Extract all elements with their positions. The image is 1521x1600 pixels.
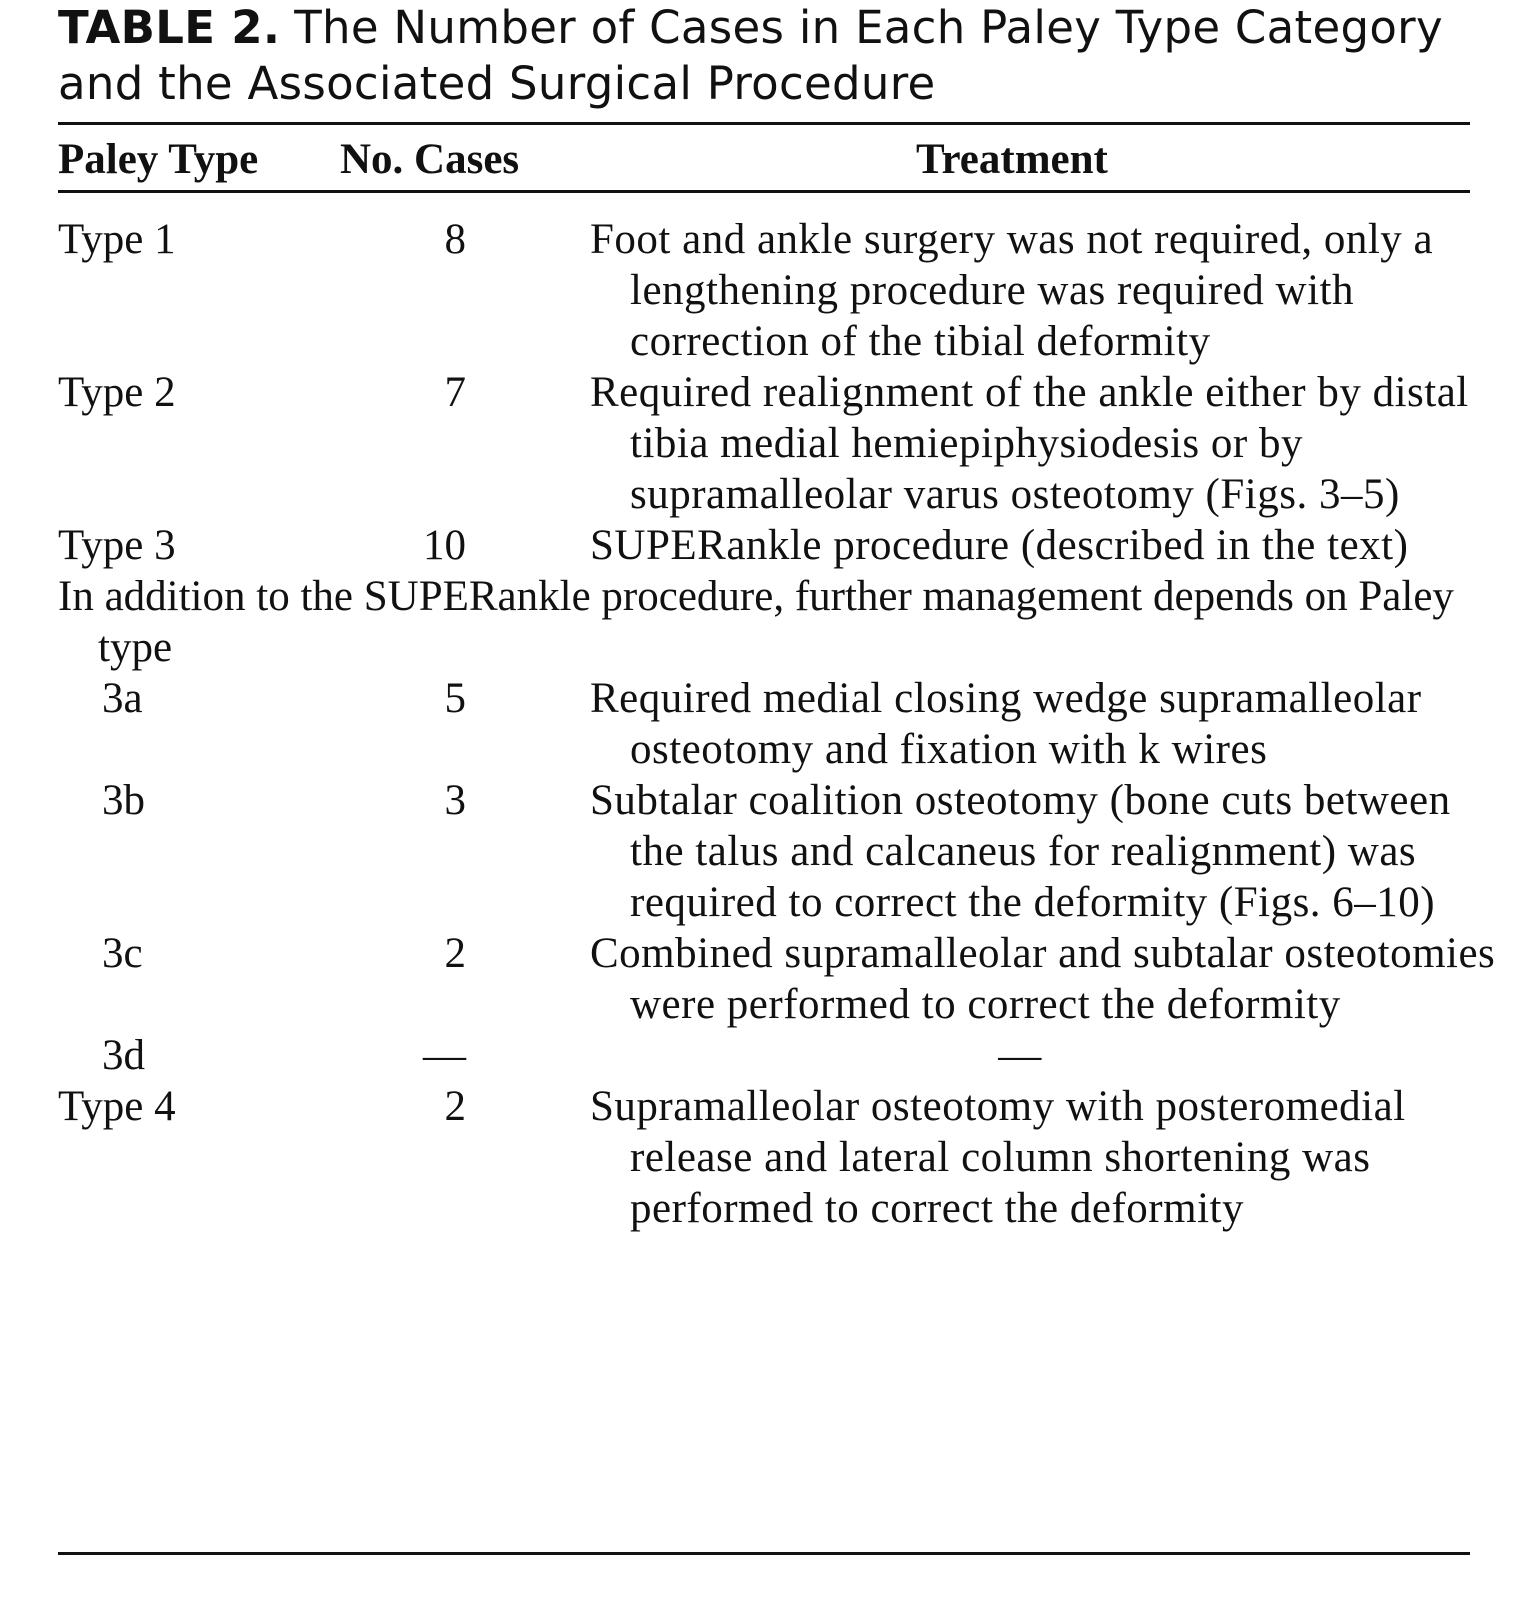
table-row	[0, 214, 1521, 367]
cases-cell: 10	[423, 522, 466, 569]
cases-cell: —	[423, 1032, 466, 1079]
table-row	[0, 928, 1521, 1030]
cases-cell: 7	[444, 369, 466, 416]
paley-subtype-cell: 3d	[102, 1032, 145, 1079]
paley-subtype-cell: 3c	[102, 930, 143, 977]
paley-subtype-cell: 3a	[102, 675, 143, 722]
paley-type-cell: Type 3	[58, 522, 176, 569]
table-row	[0, 367, 1521, 520]
treatment-cell: SUPERankle procedure (described in the text)	[590, 522, 1409, 569]
paley-type-cell: Type 4	[58, 1083, 176, 1130]
treatment-cell: Supramalleolar osteotomy with posteromedial release and lateral column shortening was performed to correct the deformity	[590, 1083, 1406, 1232]
header-no-cases: No. Cases	[340, 136, 520, 183]
table-row	[0, 775, 1521, 928]
top-rule	[58, 122, 1470, 125]
treatment-cell: Required realignment of the ankle either by distal tibia medial hemiepiphysiodesis or by supramalleolar varus osteotomy (Figs. 3–5)	[590, 369, 1469, 518]
table-body	[0, 214, 1521, 1234]
table-label: TABLE 2.	[58, 1, 281, 54]
cases-cell: 8	[444, 216, 466, 263]
header-rule	[58, 190, 1470, 193]
bottom-rule	[58, 1552, 1470, 1555]
paley-type-cell: Type 2	[58, 369, 176, 416]
table-caption	[58, 0, 1468, 112]
treatment-cell: Required medial closing wedge supramalleolar osteotomy and fixation with k wires	[590, 675, 1422, 773]
treatment-cell: —	[998, 1032, 1042, 1079]
cases-cell: 2	[444, 930, 466, 977]
table-row	[0, 673, 1521, 775]
cases-cell: 5	[444, 675, 466, 722]
treatment-cell: Combined supramalleolar and subtalar osteotomies were performed to correct the deformity	[590, 930, 1496, 1028]
treatment-cell: Foot and ankle surgery was not required, only a lengthening procedure was required with correction of the tibial deformity	[590, 216, 1434, 365]
table-row	[0, 520, 1521, 571]
table-row	[0, 1030, 1521, 1081]
cases-cell: 3	[444, 777, 466, 824]
table-row	[0, 1081, 1521, 1234]
table-note: In addition to the SUPERankle procedure, further management depends on Paley type	[58, 573, 1454, 671]
table-title: The Number of Cases in Each Paley Type Category and the Associated Surgical Procedure	[58, 1, 1443, 110]
header-paley-type: Paley Type	[58, 136, 259, 183]
treatment-cell: Subtalar coalition osteotomy (bone cuts between the talus and calcaneus for realignment) was required to correct the deformity (Figs. 6–10)	[590, 777, 1451, 926]
header-treatment: Treatment	[916, 136, 1108, 183]
paley-subtype-cell: 3b	[102, 777, 145, 824]
paley-type-cell: Type 1	[58, 216, 176, 263]
cases-cell: 2	[444, 1083, 466, 1130]
